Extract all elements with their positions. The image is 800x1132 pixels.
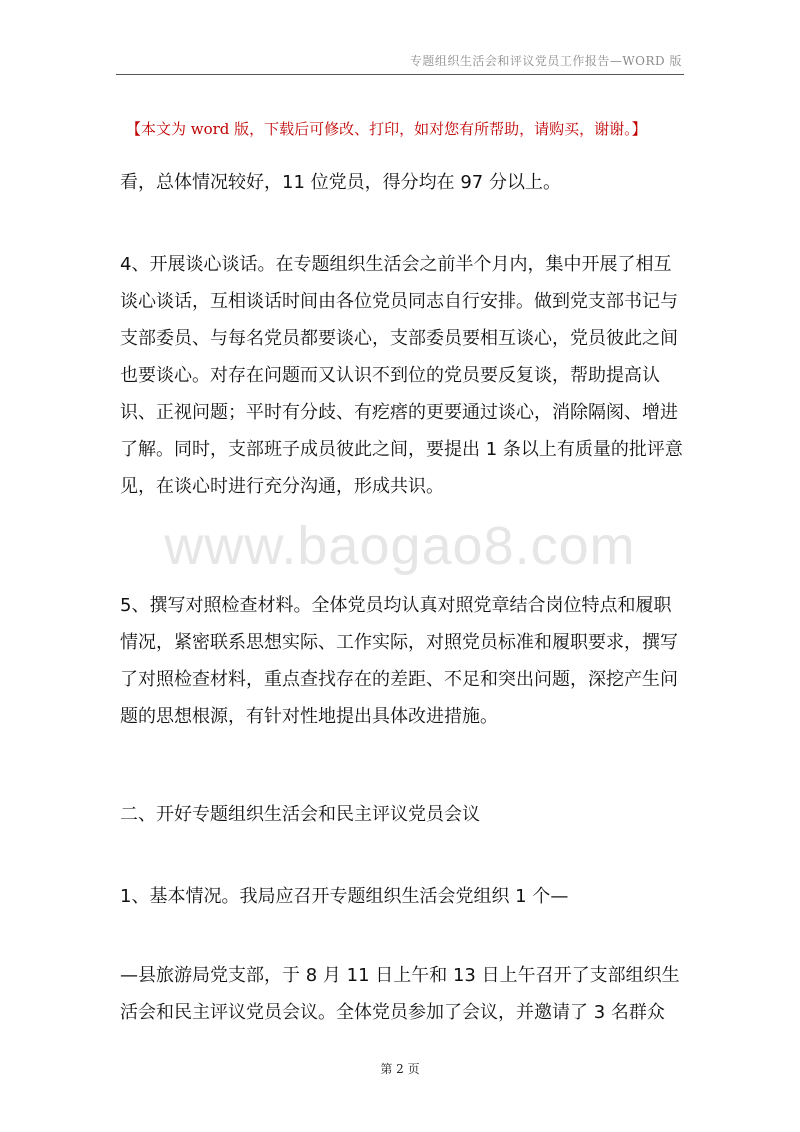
running-header: 专题组织生活会和评议党员工作报告—WORD 版 [409,54,682,68]
paragraph-continuation: 看，总体情况较好，11 位党员，得分均在 97 分以上。 [120,172,561,193]
purchase-notice: 【本文为 word 版，下载后可修改、打印，如对您有所帮助，请购买，谢谢。】 [126,120,647,138]
paragraph-review-materials: 5、撰写对照检查材料。全体党员均认真对照党章结合岗位特点和履职情况，紧密联系思想实际、工作实际，对照党员标准和履职要求，撰写了对照检查材料，重点查找存在的差距、不足和突出问题，深挖产生问题的思想根源，有针对性地提出具体改进措施。 [120,595,678,727]
paragraph-talks: 4、开展谈心谈话。在专题组织生活会之前半个月内，集中开展了相互谈心谈话，互相谈话时间由各位党员同志自行安排。做到党支部书记与支部委员、与每名党员都要谈心，支部委员要相互谈心，党员彼此之间也要谈心。对存在问题而又认识不到位的党员要反复谈，帮助提高认识、正视问题；平时有分歧、有疙瘩的更要通过谈心，消除隔阂、增进了解。同时，支部班子成员彼此之间，要提出 1 条以上有质量的批评意见，在谈心时进行充分沟通，形成共识。 [120,254,683,497]
page-number: 第 2 页 [380,1062,420,1076]
section-heading: 二、开好专题组织生活会和民主评议党员会议 [120,804,480,825]
watermark: www.baogao8.com [164,516,636,576]
paragraph-basic-situation: 1、基本情况。我局应召开专题组织生活会党组织 1 个— [120,886,569,907]
paragraph-meeting-details: —县旅游局党支部，于 8 月 11 日上午和 13 日上午召开了支部组织生活会和民主评议党员会议。全体党员参加了会议，并邀请了 3 名群众 [120,965,680,1023]
header-divider [116,74,684,75]
